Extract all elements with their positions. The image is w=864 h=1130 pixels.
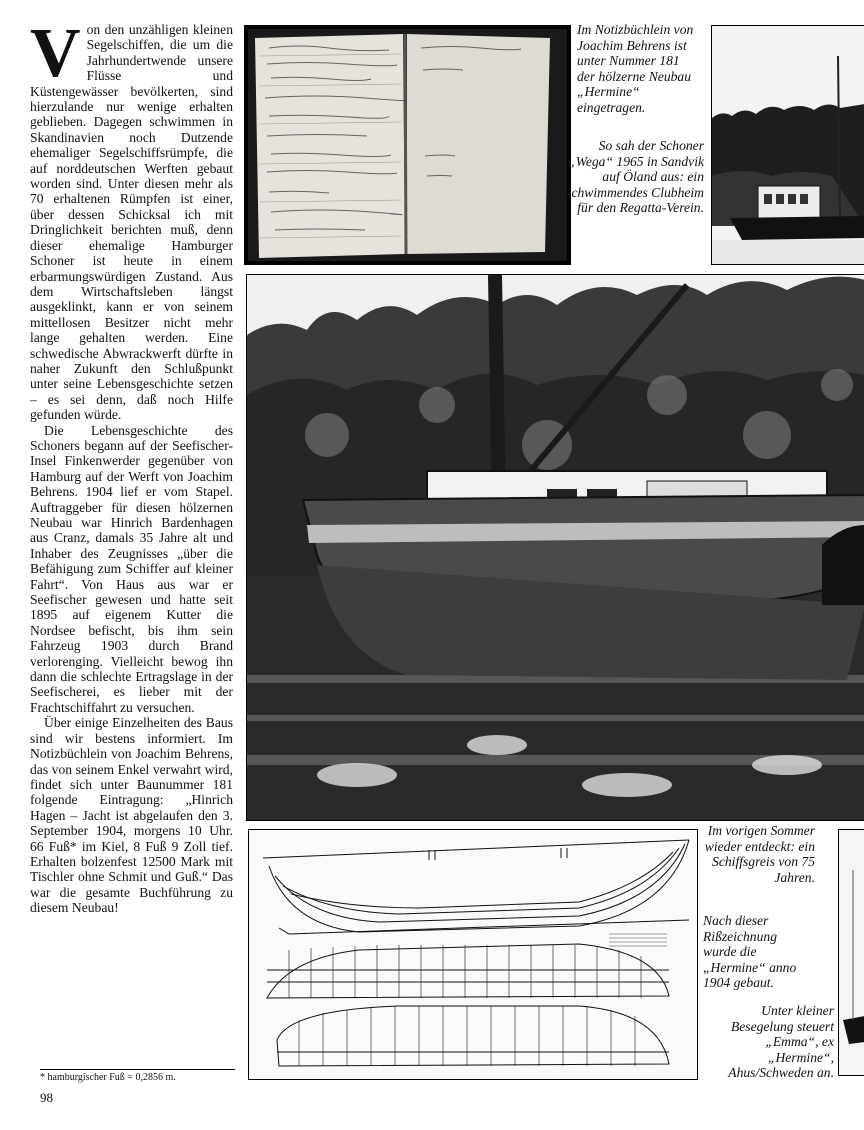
emma-sailing-photo: [838, 829, 864, 1076]
article-paragraph-3: Über einige Einzelheiten des Baus sind wir bestens informiert. Im Notizbüchlein von Joachim Behrens, das von seinem Enkel verwahrt wird, findet sich unter Baunummer 181 folgende Eintragung: „Hinrich Hagen – Jacht ist abgelaufen den 3. September 1904, morgens 10 Uhr. 66 Fuß* im Kiel, 8 Fuß 9 Zoll tief. Erhalten bolzenfest 12500 Mark mit Tischler ohne Schmit und Guß.“ Das war die gesamte Buchführung zu diesem Neubau!: [30, 715, 233, 916]
footnote: * hamburgischer Fuß = 0,2856 m.: [40, 1069, 235, 1083]
schooner-wega-photo: [711, 25, 864, 265]
lines-plan-drawing: [248, 829, 698, 1080]
article-column: [30, 15, 233, 916]
emma-caption: Unter kleiner Besegelung steuert „Emma“, ex „Hermine“, Ahus/Schweden an.: [728, 1003, 834, 1081]
notebook-caption: Im Notizbüchlein von Joachim Behrens ist unter Nummer 181 der hölzerne Neubau „Hermine“ eingetragen.: [577, 22, 694, 115]
drop-cap: V: [30, 15, 81, 92]
wega-caption: So sah der Schoner „Wega“ 1965 in Sandvik auf Öland aus: ein schwimmendes Clubheim für den Regatta-Verein.: [566, 138, 704, 216]
page-number: 98: [40, 1090, 53, 1105]
lines-plan-svg: [249, 830, 697, 1079]
article-paragraph-2: Die Lebensgeschichte des Schoners begann auf der Seefischer-Insel Finkenwerder gegenüber von Hamburg auf der Werft von Joachim Behrens. 1904 lief er vom Stapel. Auftraggeber für diesen hölzernen Neubau war Hinrich Bardenhagen aus Cranz, damals 35 Jahre alt und Inhaber des Zeugnisses „über die Befähigung zum Schiffer auf kleiner Fahrt“. Von Haus aus war er Seefischer gewesen und hatte seit 1895 auf eigenem Kutter die Nordsee befischt, bis ihm sein Fahrzeug 1903 durch Brand verlorenging. Vielleicht bewog ihn dann die schlechte Ertragslage in der Seefischerei, es lieber mit der Frachtschiffahrt zu versuchen.: [30, 422, 233, 715]
article-paragraph-1: Von den unzähligen kleinen Segelschiffen, die um die Jahrhundertwende unsere Flüsse und Küstengewässer bevölkerten, sind hierzulande nur wenige erhalten geblieben. Dagegen schwimmen in Skandinavien noch Dutzende ehemaliger Segelschiffsrümpfe, die auf norddeutschen Werften gebaut worden sind. Unter diesen mehr als 70 erhaltenen Rümpfen ist einer, über dessen Schicksal ich mit Dringlichkeit berichten muß, denn dieser ehemalige Hamburger Schoner ist heute in einem erbarmungswürdigen Zustand. Aus dem Wirtschaftsleben längst ausgeklinkt, kann er von seinem mittellosen Besitzer nicht mehr lange gehalten werden. Eine schwedische Abwrackwerft dürfte in naher Zukunft den Schlußpunkt unter seine Lebensgeschichte setzen – es sei denn, daß noch Hilfe gefunden würde.: [30, 15, 233, 423]
notebook-photo-drawing: [245, 26, 570, 264]
emma-photo-drawing: [839, 830, 864, 1075]
main-photo-drawing: [247, 275, 864, 820]
schooner-hull-photo: [246, 274, 864, 821]
drawing-caption: Nach dieser Rißzeichnung wurde die „Hermine“ anno 1904 gebaut.: [703, 913, 797, 991]
wega-photo-drawing: [712, 26, 864, 264]
rediscovered-caption: Im vorigen Sommer wieder entdeckt: ein Schiffsgreis von 75 Jahren.: [704, 823, 815, 885]
notebook-photo: [244, 25, 571, 265]
